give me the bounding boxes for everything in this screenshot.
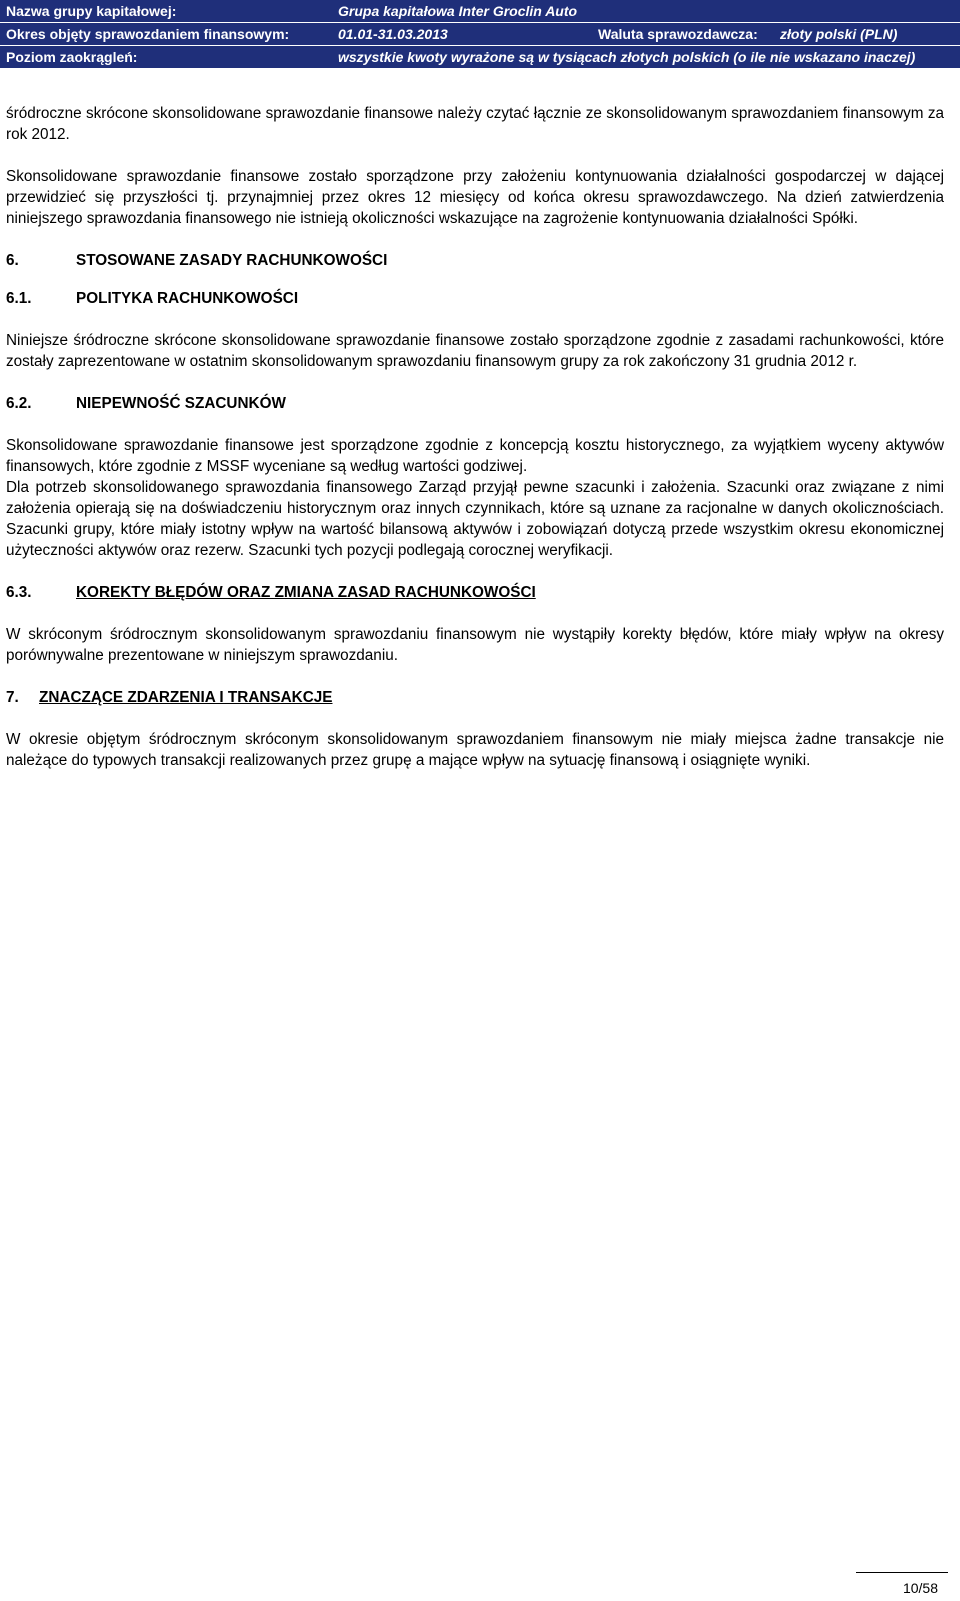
- section-title: STOSOWANE ZASADY RACHUNKOWOŚCI: [76, 252, 388, 269]
- section-title: NIEPEWNOŚĆ SZACUNKÓW: [76, 395, 286, 412]
- document-body: [6, 103, 944, 771]
- section-title: KOREKTY BŁĘDÓW ORAZ ZMIANA ZASAD RACHUNKOWOŚCI: [76, 584, 536, 601]
- rounding-label: Poziom zaokrągleń:: [6, 49, 138, 65]
- period-label: Okres objęty sprawozdaniem finansowym:: [6, 26, 290, 42]
- section-number: 6.1.: [6, 290, 32, 307]
- header-row-period: [0, 23, 960, 46]
- paragraph-going-concern: Skonsolidowane sprawozdanie finansowe zostało sporządzone przy założeniu kontynuowania działalności gospodarczej w dającej przewidzieć się przyszłości tj. przynajmniej przez okres 12 miesięcy od końca okresu sprawozdawczego. Na dzień zatwierdzenia niniejszego sprawozdania finansowego nie istnieją okoliczności wskazujące na zagrożenie kontynuowania działalności Spółki.: [6, 168, 944, 227]
- footer-divider: [856, 1572, 948, 1573]
- section-heading-6: [6, 250, 944, 271]
- section-heading-6-2: [6, 393, 944, 414]
- currency-label: Waluta sprawozdawcza:: [598, 26, 758, 42]
- header-row-group-name: [0, 0, 960, 23]
- section-number: 6.3.: [6, 584, 32, 601]
- section-heading-7: [6, 687, 944, 708]
- paragraph-accounting-policy: Niniejsze śródroczne skrócone skonsolidowane sprawozdanie finansowe zostało sporządzone zgodnie z zasadami rachunkowości, które zostały zaprezentowane w ostatnim skonsolidowanym sprawozdaniu finansowym grupy za rok zakończony 31 grudnia 2012 r.: [6, 332, 944, 370]
- group-name-value: Grupa kapitałowa Inter Groclin Auto: [338, 3, 578, 19]
- section-heading-6-3: [6, 582, 944, 603]
- currency-value: złoty polski (PLN): [780, 26, 898, 42]
- section-number: 6.2.: [6, 395, 32, 412]
- section-number: 7.: [6, 689, 19, 706]
- header-row-rounding: [0, 46, 960, 69]
- page-number: 10/58: [902, 1580, 938, 1596]
- period-value: 01.01-31.03.2013: [338, 26, 448, 42]
- section-number: 6.: [6, 252, 19, 269]
- section-title: POLITYKA RACHUNKOWOŚCI: [76, 290, 299, 307]
- rounding-value: wszystkie kwoty wyrażone są w tysiącach złotych polskich (o ile nie wskazano inaczej): [338, 49, 916, 65]
- report-header: [0, 0, 960, 69]
- group-name-label: Nazwa grupy kapitałowej:: [6, 3, 177, 19]
- section-title: ZNACZĄCE ZDARZENIA I TRANSAKCJE: [39, 689, 333, 706]
- paragraph-significant-events: W okresie objętym śródrocznym skróconym skonsolidowanym sprawozdaniem finansowym nie miały miejsca żadne transakcje nie należące do typowych transakcji realizowanych przez grupę a mające wpływ na sytuację finansową i osiągnięte wyniki.: [6, 731, 944, 769]
- paragraph-estimates: Dla potrzeb skonsolidowanego sprawozdania finansowego Zarząd przyjął pewne szacunki i założenia. Szacunki oraz związane z nimi założenia opierają się na doświadczeniu historycznym oraz innych czynnikach, które są uznane za racjonalne w danych okolicznościach. Szacunki grupy, które miały istotny wpływ na wartość bilansową aktywów i zobowiązań dotyczą przede wszystkim okresu ekonomicznej użyteczności aktywów oraz rezerw. Szacunki tych pozycji podlegają corocznej weryfikacji.: [6, 479, 944, 559]
- section-heading-6-1: [6, 288, 944, 309]
- paragraph-historical-cost: Skonsolidowane sprawozdanie finansowe jest sporządzone zgodnie z koncepcją kosztu historycznego, za wyjątkiem wyceny aktywów finansowych, które zgodnie z MSSF wyceniane są według wartości godziwej.: [6, 437, 944, 475]
- paragraph-reading-note: śródroczne skrócone skonsolidowane sprawozdanie finansowe należy czytać łącznie ze skonsolidowanym sprawozdaniem finansowym za rok 2012.: [6, 105, 944, 143]
- paragraph-corrections: W skróconym śródrocznym skonsolidowanym sprawozdaniu finansowym nie wystąpiły korekty błędów, które miały wpływ na okresy porównywalne prezentowane w niniejszym sprawozdaniu.: [6, 626, 944, 664]
